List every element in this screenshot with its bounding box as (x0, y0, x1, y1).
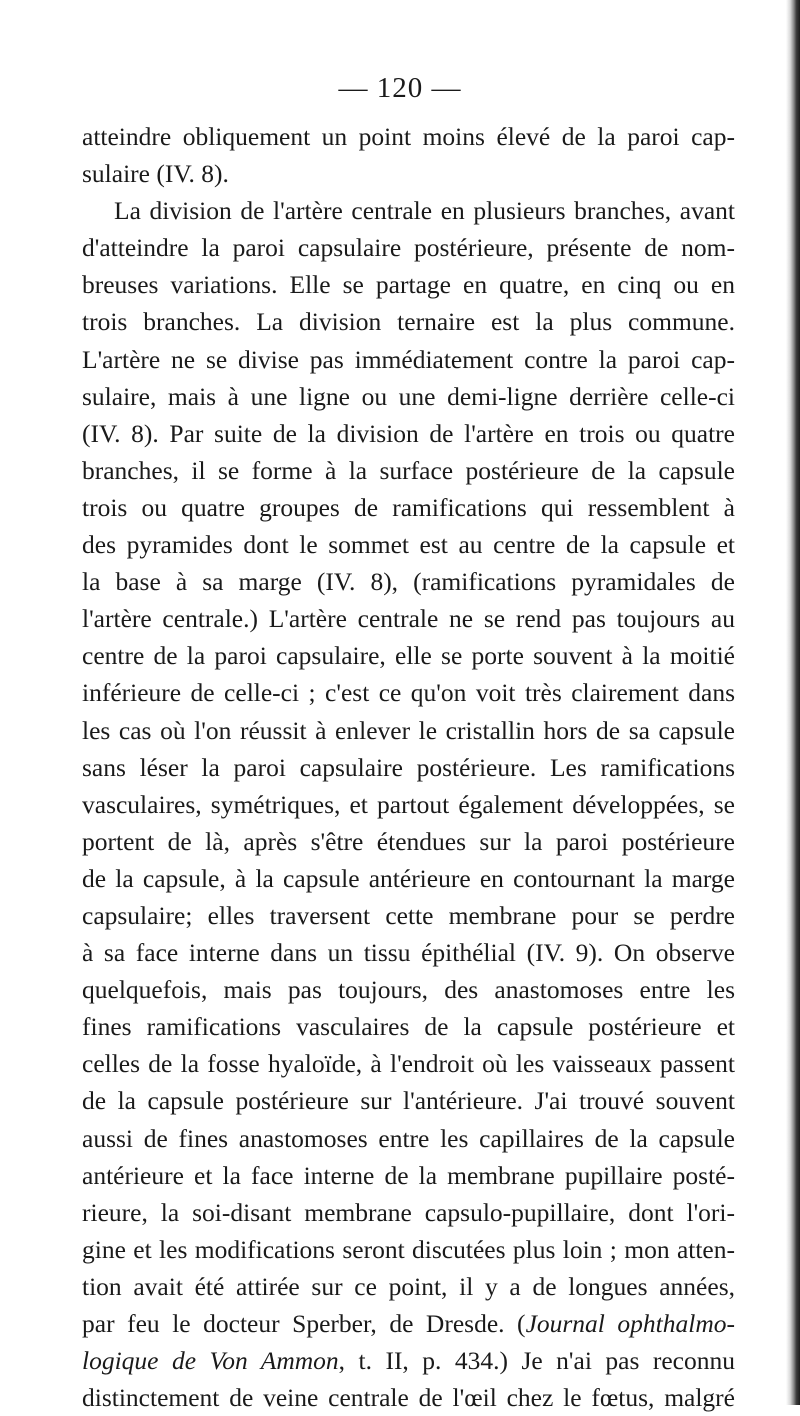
text-line: inférieure de celle-ci ; c'est ce qu'on voit très clairement dans (82, 678, 735, 708)
text-line: L'artère ne se divise pas immédiatement contre la paroi cap- (82, 344, 735, 374)
text-line: sulaire, mais à une ligne ou une demi-ligne derrière celle-ci (82, 381, 735, 411)
italic-citation: Journal ophthalmo- (525, 1309, 736, 1338)
text-line: breuses variations. Elle se partage en quatre, en cinq ou en (82, 270, 735, 300)
page-edge-shadow (786, 0, 800, 1405)
text-line: les cas où l'on réussit à enlever le cristallin hors de sa capsule (82, 715, 735, 745)
text-line: fines ramifications vasculaires de la capsule postérieure et (82, 1012, 735, 1042)
text-line: capsulaire; elles traversent cette membrane pour se perdre (82, 900, 735, 930)
text-line: sulaire (IV. 8). (82, 159, 229, 189)
text-line: à sa face interne dans un tissu épithélial (IV. 9). On observe (82, 938, 735, 968)
text-line: des pyramides dont le sommet est au centre de la capsule et (82, 530, 735, 560)
text-line: centre de la paroi capsulaire, elle se porte souvent à la moitié (82, 641, 735, 671)
text-line: portent de là, après s'être étendues sur la paroi postérieure (82, 826, 735, 856)
italic-citation: logique de Von Ammon (82, 1346, 339, 1376)
text-line: antérieure et la face interne de la membrane pupillaire posté- (82, 1160, 735, 1190)
text-line: vasculaires, symétriques, et partout également développées, se (82, 789, 735, 819)
text-line: sans léser la paroi capsulaire postérieure. Les ramifications (82, 752, 735, 782)
text-line: branches, il se forme à la surface postérieure de la capsule (82, 455, 735, 485)
text-line: de la capsule, à la capsule antérieure en contournant la marge (82, 863, 735, 893)
text-line: celles de la fosse hyaloïde, à l'endroit où les vaisseaux passent (82, 1049, 735, 1079)
page-number: — 120 — (338, 72, 462, 104)
text-line: distinctement de veine centrale de l'œil chez le fœtus, malgré (82, 1383, 735, 1413)
text-line: tion avait été attirée sur ce point, il y a de longues années, (82, 1271, 735, 1301)
text-line (82, 1342, 735, 1379)
text-line: gine et les modifications seront discutées plus loin ; mon atten- (82, 1234, 735, 1264)
text-line: La division de l'artère centrale en plusieurs branches, avant (114, 196, 735, 226)
text-segment: , t. II, p. 434.) Je n'ai pas reconnu (338, 1346, 735, 1376)
text-line: d'atteindre la paroi capsulaire postérieure, présente de nom- (82, 233, 735, 263)
text-line: aussi de fines anastomoses entre les capillaires de la capsule (82, 1123, 735, 1153)
text-line: trois ou quatre groupes de ramifications qui ressemblent à (82, 492, 735, 522)
text-line: l'artère centrale.) L'artère centrale ne se rend pas toujours au (82, 604, 735, 634)
body-text (82, 118, 735, 1416)
text-line: rieure, la soi-disant membrane capsulo-pupillaire, dont l'ori- (82, 1197, 735, 1227)
text-line: (IV. 8). Par suite de la division de l'artère en trois ou quatre (82, 418, 735, 448)
text-line (82, 1305, 735, 1342)
text-line: atteindre obliquement un point moins élevé de la paroi cap- (82, 122, 735, 151)
text-line: la base à sa marge (IV. 8), (ramifications pyramidales de (82, 567, 735, 597)
text-line: trois branches. La division ternaire est la plus commune. (82, 307, 735, 337)
text-line: de la capsule postérieure sur l'antérieure. J'ai trouvé souvent (82, 1086, 735, 1116)
text-line: quelquefois, mais pas toujours, des anastomoses entre les (82, 975, 735, 1005)
text-segment: par feu le docteur Sperber, de Dresde. ( (82, 1309, 526, 1338)
